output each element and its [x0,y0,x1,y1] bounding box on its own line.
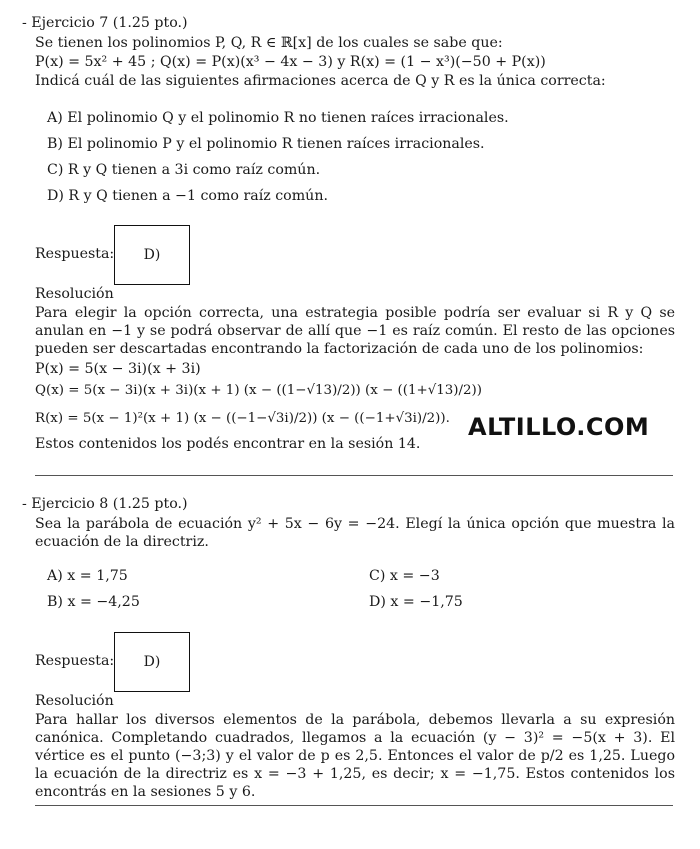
exercise-8-option-b: B) x = −4,25 [47,594,140,610]
exercise-7-option-c: C) R y Q tienen a 3i como raíz común. [47,162,321,178]
exercise-7-r-factorization: R(x) = 5(x − 1)²(x + 1) (x − ((−1−√3i)/2)) (x − ((−1+√3i)/2)). [35,411,450,426]
exercise-8-resolution-text: Para hallar los diversos elementos de la parábola, debemos llevarla a su expresión canónica. Completando cuadrados, llegamos a la ecuación (y − 3)² = −5(x + 3). El vértice es el punto (−3;3) y el valor de p es 2,5. Entonces el valor de p/2 es 1,25. Luego la ecuación de la directriz es x = −3 + 1,25, es decir; x = −1,75. Estos contenidos los encontrás en la sesiones 5 y 6. [35,712,675,800]
section-divider-2 [35,805,673,806]
exercise-8-option-d: D) x = −1,75 [369,594,463,610]
exercise-7-answer-box [114,225,190,285]
exercise-7-p-factorization: P(x) = 5(x − 3i)(x + 3i) [35,361,201,377]
exercise-8-resolution-label: Resolución [35,693,114,709]
exercise-7-option-b: B) El polinomio P y el polinomio R tienen raíces irracionales. [47,136,485,152]
exercise-8-option-a: A) x = 1,75 [47,568,128,584]
exercise-7-q-factorization: Q(x) = 5(x − 3i)(x + 3i)(x + 1) (x − ((1−√13)/2)) (x − ((1+√13)/2)) [35,383,483,398]
section-divider-1 [35,475,673,476]
exercise-8-answer-label: Respuesta: [35,653,115,669]
exercise-7-resolution-text: Para elegir la opción correcta, una estrategia posible podría ser evaluar si R y Q se anulan en −1 y se podrá observar de allí que −1 es raíz común. El resto de las opciones pueden ser descartadas encontrando la factorización de cada uno de los polinomios: [35,305,675,357]
exercise-7-title: - Ejercicio 7 (1.25 pto.) [22,15,188,31]
exercise-7-option-d: D) R y Q tienen a −1 como raíz común. [47,188,328,204]
exercise-7-option-a: A) El polinomio Q y el polinomio R no tienen raíces irracionales. [47,110,509,126]
exercise-7-statement-line1: Se tienen los polinomios P, Q, R ∈ ℝ[x] de los cuales se sabe que: [35,35,503,51]
exercise-7-statement-line3: Indicá cuál de las siguientes afirmaciones acerca de Q y R es la única correcta: [35,73,606,89]
altillo-watermark: ALTILLO.COM [468,413,650,441]
exercise-8-answer-value: D) [143,654,161,670]
exercise-8-statement: Sea la parábola de ecuación y² + 5x − 6y = −24. Elegí la única opción que muestra la ecuación de la directriz. [35,516,675,550]
exercise-7-statement-line2: P(x) = 5x² + 45 ; Q(x) = P(x)(x³ − 4x − 3) y R(x) = (1 − x³)(−50 + P(x)) [35,54,546,70]
exercise-8-answer-box [114,632,190,692]
exercise-7-answer-label: Respuesta: [35,246,115,262]
exercise-7-footer: Estos contenidos los podés encontrar en la sesión 14. [35,436,421,452]
exercise-8-title: - Ejercicio 8 (1.25 pto.) [22,496,188,512]
exercise-7-resolution-label: Resolución [35,286,114,302]
exercise-8-option-c: C) x = −3 [369,568,440,584]
exercise-7-answer-value: D) [143,247,161,263]
